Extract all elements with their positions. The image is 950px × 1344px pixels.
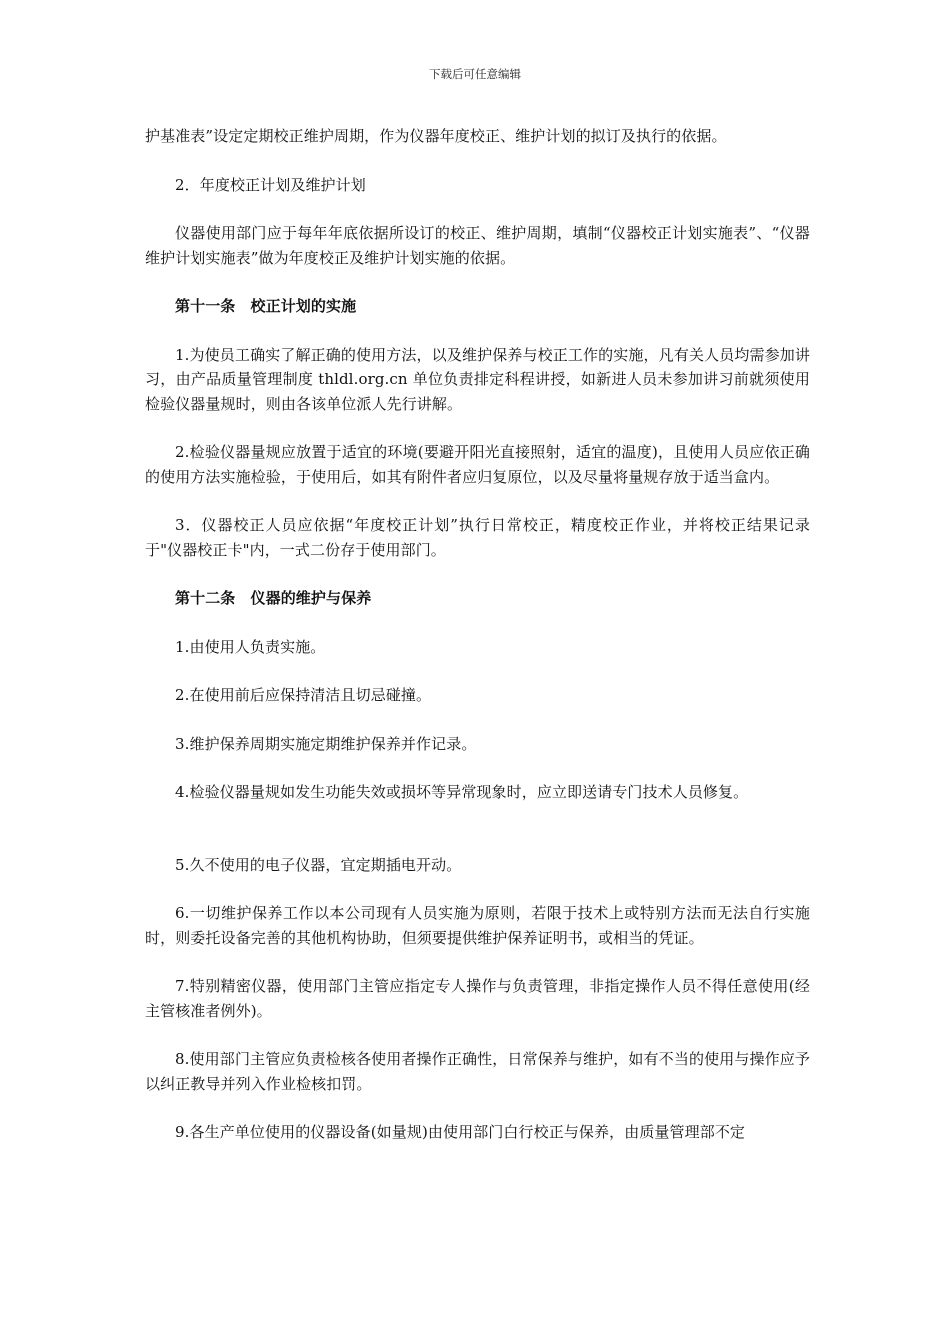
list-item: 9.各生产单位使用的仪器设备(如量规)由使用部门白行校正与保养，由质量管理部不定 (175, 1123, 746, 1141)
paragraph: 仪器使用部门应于每年年底依据所设订的校正、维护周期，填制“仪器校正计划实施表”、“仪器维护计划实施表”做为年度校正及维护计划实施的依据。 (145, 224, 810, 267)
document-body (145, 124, 810, 1169)
list-item: 2.检验仪器量规应放置于适宜的环境(要避开阳光直接照射，适宜的温度)，且使用人员应依正确的使用方法实施检验，于使用后，如其有附件者应归复原位，以及尽量将量规存放于适当盒内。 (145, 443, 810, 486)
list-item: 5.久不使用的电子仪器，宜定期插电开动。 (175, 855, 462, 874)
list-item: 1.由使用人负责实施。 (175, 637, 326, 656)
article-heading-12: 第十二条 仪器的维护与保养 (175, 589, 372, 607)
paragraph-continuation: 护基准表”设定定期校正维护周期，作为仪器年度校正、维护计划的拟订及执行的依据。 (145, 127, 727, 145)
list-item: 3．仪器校正人员应依据“年度校正计划”执行日常校正，精度校正作业，并将校正结果记录于"仪器校正卡"内，一式二份存于使用部门。 (145, 516, 810, 559)
list-item: 7.特别精密仪器，使用部门主管应指定专人操作与负责管理，非指定操作人员不得任意使用(经主管核准者例外)。 (145, 977, 810, 1020)
list-item: 1.为使员工确实了解正确的使用方法，以及维护保养与校正工作的实施，凡有关人员均需参加讲习，由产品质量管理制度 thldl.org.cn 单位负责排定科程讲授，如新进人员未参加讲习前就须使用检验仪器量规时，则由各该单位派人先行讲解。 (145, 345, 810, 413)
list-item: 2.在使用前后应保持清洁且切忌碰撞。 (175, 686, 432, 704)
list-item: 4.检验仪器量规如发生功能失效或损坏等异常现象时，应立即送请专门技术人员修复。 (175, 783, 749, 801)
list-item: 6.一切维护保养工作以本公司现有人员实施为原则，若限于技术上或特别方法而无法自行实施时，则委托设备完善的其他机构协助，但须要提供维护保养证明书，或相当的凭证。 (145, 904, 810, 947)
list-item: 8.使用部门主管应负责检核各使用者操作正确性，日常保养与维护，如有不当的使用与操作应予以纠正教导并列入作业检核扣罚。 (145, 1050, 810, 1093)
article-heading-11: 第十一条 校正计划的实施 (175, 297, 357, 315)
page-header: 下载后可任意编辑 (429, 67, 521, 81)
subsection-title: 2．年度校正计划及维护计划 (175, 175, 366, 194)
list-item: 3.维护保养周期实施定期维护保养并作记录。 (175, 734, 477, 753)
